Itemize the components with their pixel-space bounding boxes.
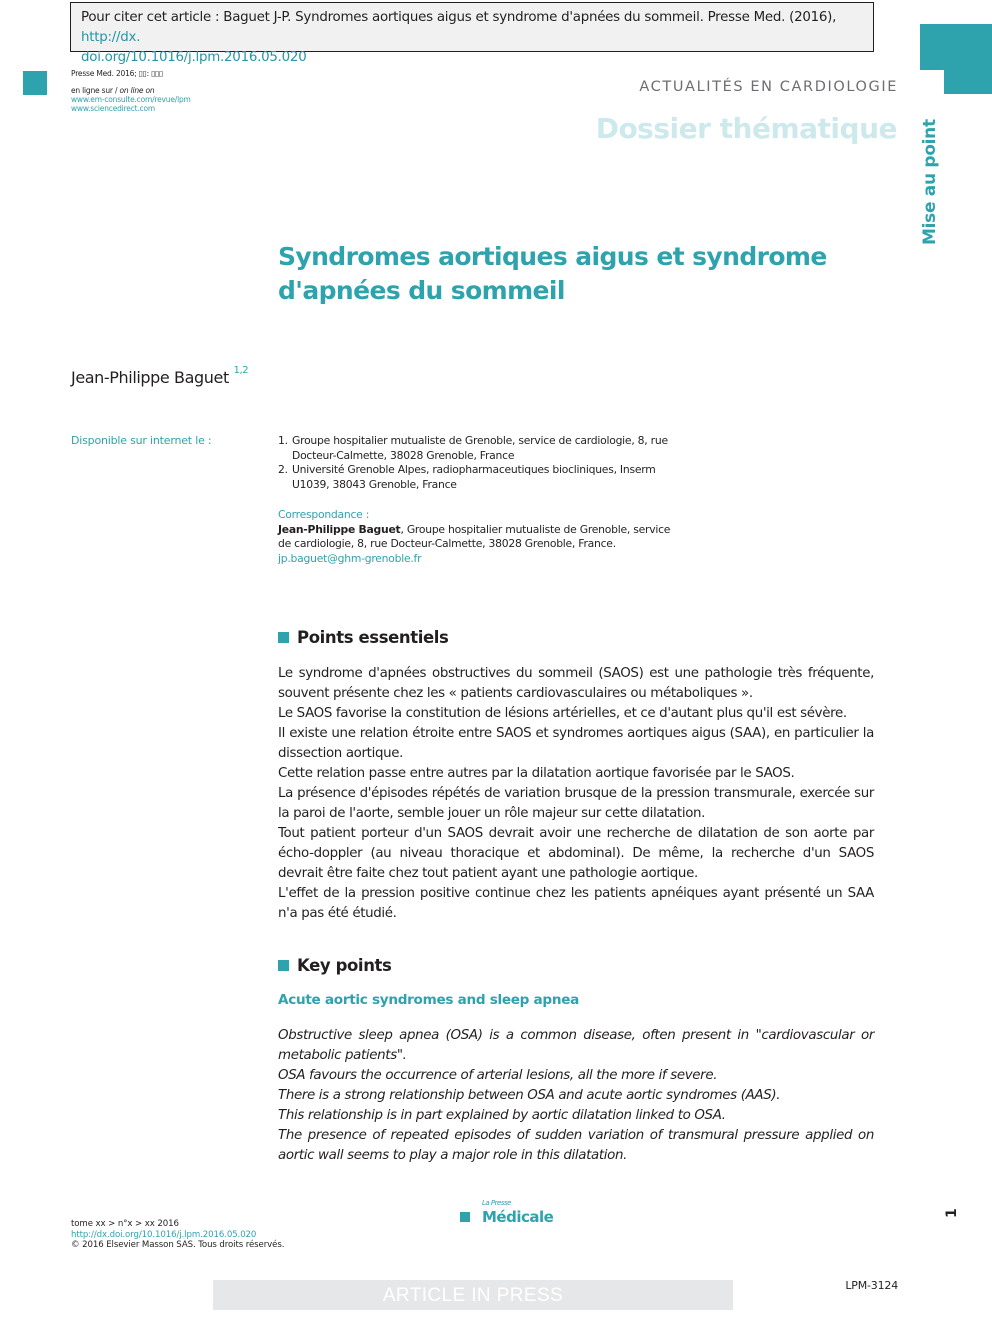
online-label-en: on line on <box>119 86 155 95</box>
paragraph: L'effet de la pression positive continue chez les patients apnéiques ayant présenté un SAA n'a pas été étudié. <box>278 886 874 921</box>
logo-square-icon <box>460 1212 470 1222</box>
journal-meta <box>71 69 191 113</box>
points-essentiels-heading: Points essentiels <box>278 628 448 647</box>
affiliation-item: 1. Groupe hospitalier mutualiste de Grenoble, service de cardiologie, 8, rue Docteur-Calmette, 38028 Grenoble, France <box>278 434 668 462</box>
online-label: en ligne sur / <box>71 86 120 95</box>
side-tab-label: Mise au point <box>920 119 940 245</box>
citation-box <box>70 2 874 65</box>
logo-small-text: La Presse <box>482 1199 511 1207</box>
article-in-press-banner: ARTICLE IN PRESS <box>213 1280 733 1310</box>
paragraph: Obstructive sleep apnea (OSA) is a common disease, often present in "cardiovascular or metabolic patients". <box>278 1028 874 1063</box>
paragraph: Tout patient porteur d'un SAOS devrait avoir une recherche de dilatation de son aorte par écho-doppler (au niveau thoracique et abdominal). De même, la recherche d'un SAOS devrait être faite chez tout patient ayant une pathologie aortique. <box>278 826 874 881</box>
available-online-label: Disponible sur internet le : <box>71 434 212 447</box>
dossier-heading: Dossier thématique <box>595 112 897 145</box>
paragraph: Il existe une relation étroite entre SAOS et syndromes aortiques aigus (SAA), en particulier la dissection aortique. <box>278 726 874 761</box>
affiliations-list <box>278 434 688 492</box>
author-name: Jean-Philippe Baguet <box>71 368 229 387</box>
points-essentiels-body <box>278 664 874 924</box>
citation-text: Pour citer cet article : Baguet J-P. Syndromes aortiques aigus et syndrome d'apnées du sommeil. Presse Med. (2016), <box>81 10 837 25</box>
em-consulte-link[interactable]: www.em-consulte.com/revue/lpm <box>71 95 191 104</box>
footer-tome: tome xx > n°x > xx 2016 <box>71 1219 179 1229</box>
key-points-subheading: Acute aortic syndromes and sleep apnea <box>278 992 580 1008</box>
author-line <box>71 365 249 387</box>
corner-marker <box>23 71 47 95</box>
paragraph: There is a strong relationship between OSA and acute aortic syndromes (AAS). <box>278 1088 781 1103</box>
paragraph: OSA favours the occurrence of arterial lesions, all the more if severe. <box>278 1068 718 1083</box>
paragraph: La présence d'épisodes répétés de variation brusque de la pression transmurale, exercée sur la paroi de l'aorte, semble jouer un rôle majeur sur cette dilatation. <box>278 786 874 821</box>
heading-square-icon <box>278 960 289 971</box>
footer-copyright: © 2016 Elsevier Masson SAS. Tous droits réservés. <box>71 1240 285 1250</box>
citation-doi-link[interactable]: http://dx. <box>81 30 141 45</box>
key-points-body <box>278 1026 874 1166</box>
section-label: ACTUALITÉS EN CARDIOLOGIE <box>639 79 898 95</box>
footer-doi-link[interactable]: http://dx.doi.org/10.1016/j.lpm.2016.05.020 <box>71 1229 257 1240</box>
correspondance-name: Jean-Philippe Baguet <box>278 522 401 536</box>
author-affiliation-refs: 1,2 <box>233 365 249 376</box>
paragraph: Le syndrome d'apnées obstructives du sommeil (SAOS) est une pathologie très fréquente, souvent présente chez les « patients cardiovasculaires ou métaboliques ». <box>278 666 874 701</box>
paragraph: This relationship is in part explained by aortic dilatation linked to OSA. <box>278 1108 726 1123</box>
page-number: 1 <box>944 1208 960 1218</box>
citation-doi-link-cont[interactable]: doi.org/10.1016/j.lpm.2016.05.020 <box>81 50 307 65</box>
heading-square-icon <box>278 632 289 643</box>
sciencedirect-link[interactable]: www.sciencedirect.com <box>71 104 155 113</box>
journal-logo <box>460 1199 554 1226</box>
side-tab-notch <box>920 70 944 94</box>
key-points-heading: Key points <box>278 956 391 975</box>
paragraph: The presence of repeated episodes of sudden variation of transmural pressure applied on aortic wall seems to play a major role in this dilatation. <box>278 1128 874 1163</box>
footer-info <box>71 1219 284 1251</box>
logo-main-text: Médicale <box>482 1208 554 1226</box>
paragraph: Le SAOS favorise la constitution de lésions artérielles, et ce d'autant plus qu'il est sévère. <box>278 706 847 721</box>
affiliation-item: 2. Université Grenoble Alpes, radiopharmaceutiques biocliniques, Inserm U1039, 38043 Grenoble, France <box>278 463 656 491</box>
correspondance-block <box>278 508 678 566</box>
correspondance-address: , Groupe hospitalier mutualiste de Grenoble, service de cardiologie, 8, rue Docteur-Calmette, 38028 Grenoble, France. <box>278 522 671 550</box>
paragraph: Cette relation passe entre autres par la dilatation aortique favorisée par le SAOS. <box>278 766 795 781</box>
article-title: Syndromes aortiques aigus et syndrome d'apnées du sommeil <box>278 242 827 305</box>
correspondance-label: Correspondance : <box>278 508 370 521</box>
article-code: LPM-3124 <box>845 1279 898 1292</box>
journal-issue: Presse Med. 2016; ▯▯: ▯▯▯ <box>71 69 163 78</box>
correspondance-email[interactable]: jp.baguet@ghm-grenoble.fr <box>278 551 422 565</box>
